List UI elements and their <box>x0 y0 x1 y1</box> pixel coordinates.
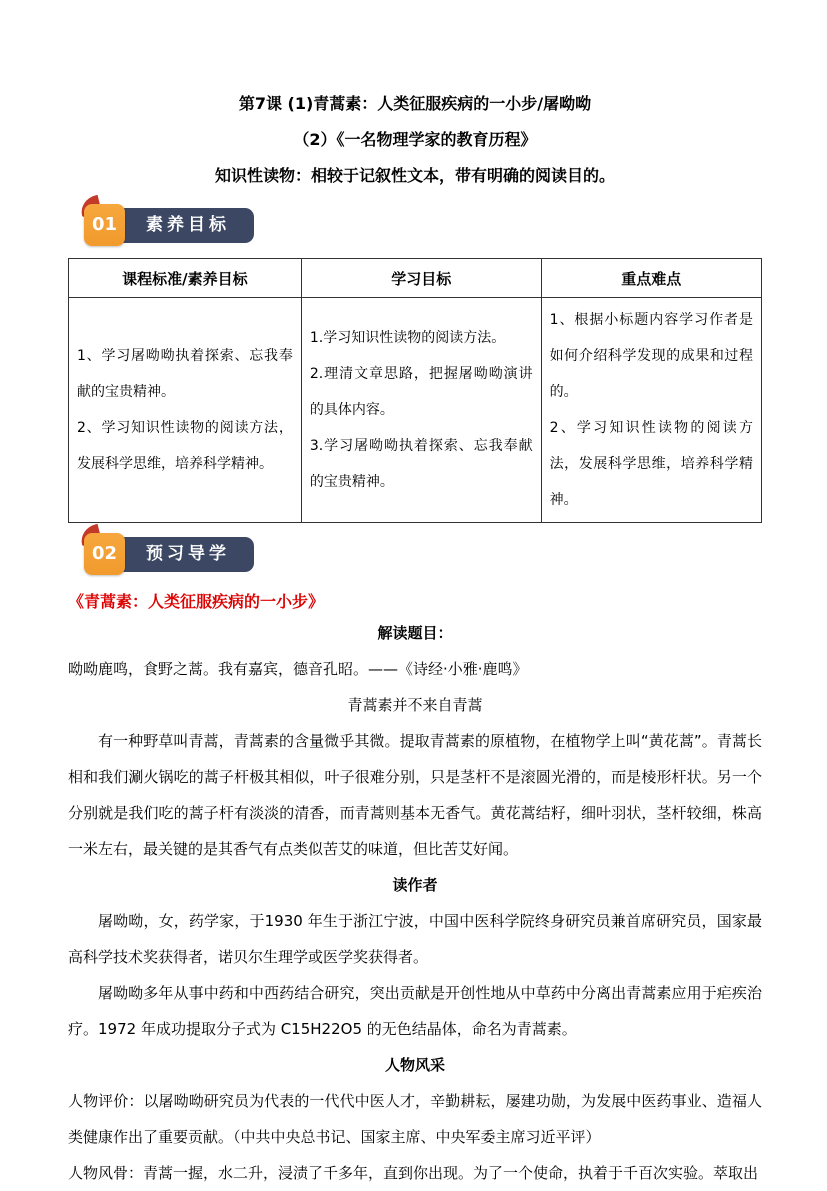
paragraph-origin: 有一种野草叫青蒿，青蒿素的含量微乎其微。提取青蒿素的原植物，在植物学上叫“黄花蒿”。青蒿长相和我们涮火锅吃的蒿子杆极其相似，叶子很难分别，只是茎杆不是滚圆光滑的，而是棱形杆状。另一个分别就是我们吃的蒿子杆有淡淡的清香，而青蒿则基本无香气。黄花蒿结籽，细叶羽状，茎杆较细，株高一米左右，最关键的是其香气有点类似苦艾的味道，但比苦艾好闻。 <box>68 732 762 858</box>
heading-origin: 青蒿素并不来自青蒿 <box>347 696 483 714</box>
col-header-learning-goals: 学习目标 <box>301 259 541 298</box>
cell-paragraph: 1、学习屠呦呦执着探索、忘我奉献的宝贵精神。 <box>77 348 293 400</box>
section-02-label: 预习导学 <box>110 537 254 572</box>
heading-persona: 人物风采 <box>384 1056 445 1074</box>
cell-paragraph: 2.理清文章思路，把握屠呦呦演讲的具体内容。 <box>309 366 533 418</box>
section-02-number: 02 <box>84 533 125 575</box>
heading-interpret-title: 解读题目： <box>377 624 453 642</box>
cell-paragraph: 2、学习知识性读物的阅读方法，发展科学思维，培养科学精神。 <box>77 420 293 472</box>
cell-paragraph: 2、学习知识性读物的阅读方法，发展科学思维，培养科学精神。 <box>549 420 753 508</box>
cell-curriculum <box>69 298 302 523</box>
section-01-label: 素养目标 <box>110 208 254 243</box>
col-header-key-difficulties: 重点难点 <box>541 259 761 298</box>
goals-table-body-row <box>69 298 762 523</box>
cell-paragraph: 1.学习知识性读物的阅读方法。 <box>309 330 506 346</box>
article-title: 《青蒿素：人类征服疾病的一小步》 <box>68 592 325 611</box>
section-badge-01 <box>84 204 762 246</box>
cell-learning-goals <box>301 298 541 523</box>
lesson-title-line-1: 第7课 (1)青蒿素：人类征服疾病的一小步/屠呦呦 <box>238 94 592 113</box>
paragraph-author-research: 屠呦呦多年从事中药和中西药结合研究，突出贡献是开创性地从中草药中分离出青蒿素应用于疟疾治疗。1972 年成功提取分子式为 C15H22O5 的无色结晶体，命名为青蒿素。 <box>68 984 762 1038</box>
section-01-number: 01 <box>84 204 125 246</box>
col-header-curriculum: 课程标准/素养目标 <box>69 259 302 298</box>
paragraph-evaluation: 人物评价：以屠呦呦研究员为代表的一代代中医人才，辛勤耕耘，屡建功勋，为发展中医药事业、造福人类健康作出了重要贡献。（中共中央总书记、国家主席、中央军委主席习近平评） <box>68 1092 762 1146</box>
lesson-title-line-2: （2）《一名物理学家的教育历程》 <box>293 130 537 149</box>
goals-table <box>68 258 762 523</box>
goals-table-header-row <box>69 259 762 298</box>
cell-paragraph: 1、根据小标题内容学习作者是如何介绍科学发现的成果和过程的。 <box>549 312 753 400</box>
paragraph-character: 人物风骨：青蒿一握，水二升，浸渍了千多年，直到你出现。为了一个使命，执着于千百次实验。萃取出 <box>68 1164 759 1182</box>
section-badge-02 <box>84 533 762 575</box>
lesson-title-line-3: 知识性读物：相较于记叙性文本，带有明确的阅读目的。 <box>214 166 615 185</box>
cell-paragraph: 3.学习屠呦呦执着探索、忘我奉献的宝贵精神。 <box>309 438 533 490</box>
heading-author: 读作者 <box>392 876 438 894</box>
paragraph-author-bio: 屠呦呦，女，药学家，于1930 年生于浙江宁波，中国中医科学院终身研究员兼首席研究员，国家最高科学技术奖获得者，诺贝尔生理学或医学奖获得者。 <box>68 912 762 966</box>
poem-quote: 呦呦鹿鸣，食野之蒿。我有嘉宾，德音孔昭。——《诗经·小雅·鹿鸣》 <box>68 660 528 678</box>
cell-key-difficulties <box>541 298 761 523</box>
